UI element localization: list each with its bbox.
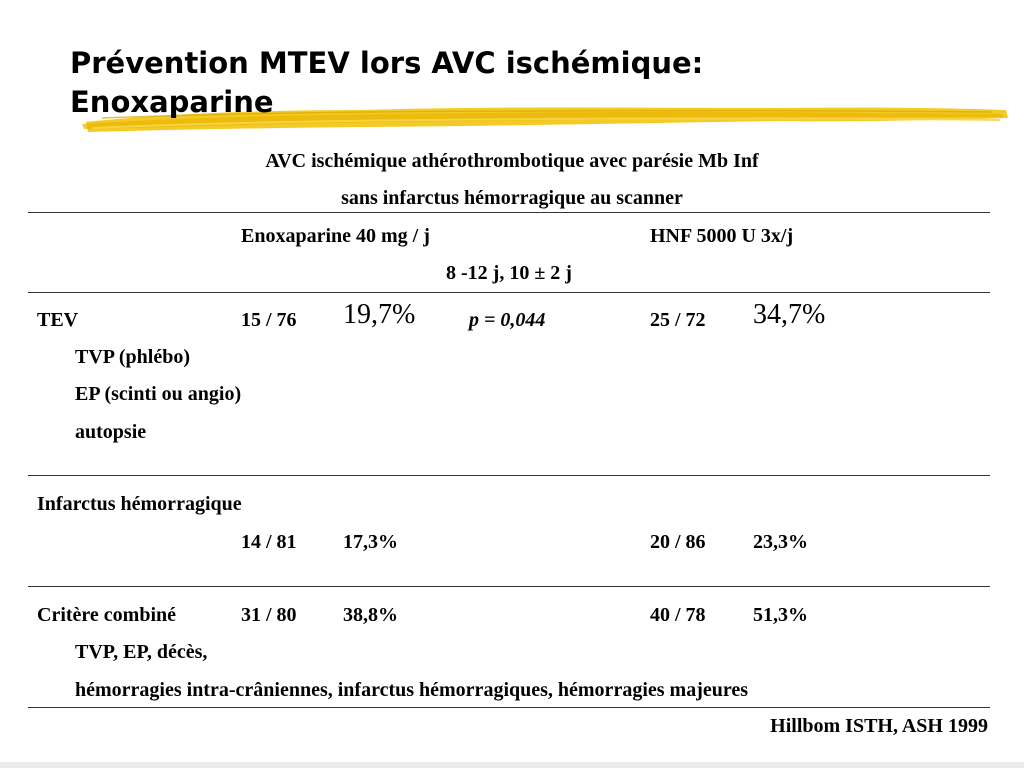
header-enoxaparine: Enoxaparine 40 mg / j [241, 225, 430, 247]
row-tev-label: TEV [37, 309, 79, 331]
title-line-2: Enoxaparine [70, 85, 274, 119]
row-tev-enox-pct: 19,7% [343, 299, 416, 330]
row-combined-enox-pct: 38,8% [343, 604, 398, 626]
row-infarct-label: Infarctus hémorragique [37, 493, 242, 515]
row-tev-subitem: EP (scinti ou angio) [75, 383, 242, 405]
row-combined-label: Critère combiné [37, 604, 177, 626]
table-rule-tev [28, 475, 990, 476]
table-rule-infarct [28, 586, 990, 587]
row-tev-subitem: autopsie [75, 421, 147, 443]
row-tev-enox-count: 15 / 76 [241, 309, 297, 331]
row-tev-p-value: p = 0,044 [469, 309, 546, 331]
row-tev-subitem: TVP (phlébo) [75, 346, 191, 368]
row-combined-hnf-pct: 51,3% [753, 604, 808, 626]
row-infarct-hnf-pct: 23,3% [753, 531, 808, 553]
row-combined-enox-count: 31 / 80 [241, 604, 297, 626]
bottom-border-strip [0, 762, 1024, 768]
title-line-1: Prévention MTEV lors AVC ischémique: [70, 46, 704, 80]
header-hnf: HNF 5000 U 3x/j [650, 225, 794, 247]
header-duration: 8 -12 j, 10 ± 2 j [446, 262, 572, 284]
row-infarct-enox-count: 14 / 81 [241, 531, 297, 553]
row-tev-hnf-count: 25 / 72 [650, 309, 706, 331]
table-rule-header [28, 292, 990, 293]
row-combined-hnf-count: 40 / 78 [650, 604, 706, 626]
source-citation: Hillbom ISTH, ASH 1999 [770, 715, 988, 737]
row-infarct-enox-pct: 17,3% [343, 531, 398, 553]
table-rule-top [28, 212, 990, 213]
row-tev-hnf-pct: 34,7% [753, 299, 826, 330]
row-combined-sub-2: hémorragies intra-crâniennes, infarctus hémorragiques, hémorragies majeures [75, 679, 749, 701]
row-infarct-hnf-count: 20 / 86 [650, 531, 706, 553]
subtitle-line-2: sans infarctus hémorragique au scanner [341, 187, 683, 209]
subtitle-line-1: AVC ischémique athérothrombotique avec parésie Mb Inf [265, 150, 759, 172]
table-rule-bottom [28, 707, 990, 708]
row-combined-sub-1: TVP, EP, décès, [75, 641, 208, 663]
slide-title [70, 44, 703, 122]
